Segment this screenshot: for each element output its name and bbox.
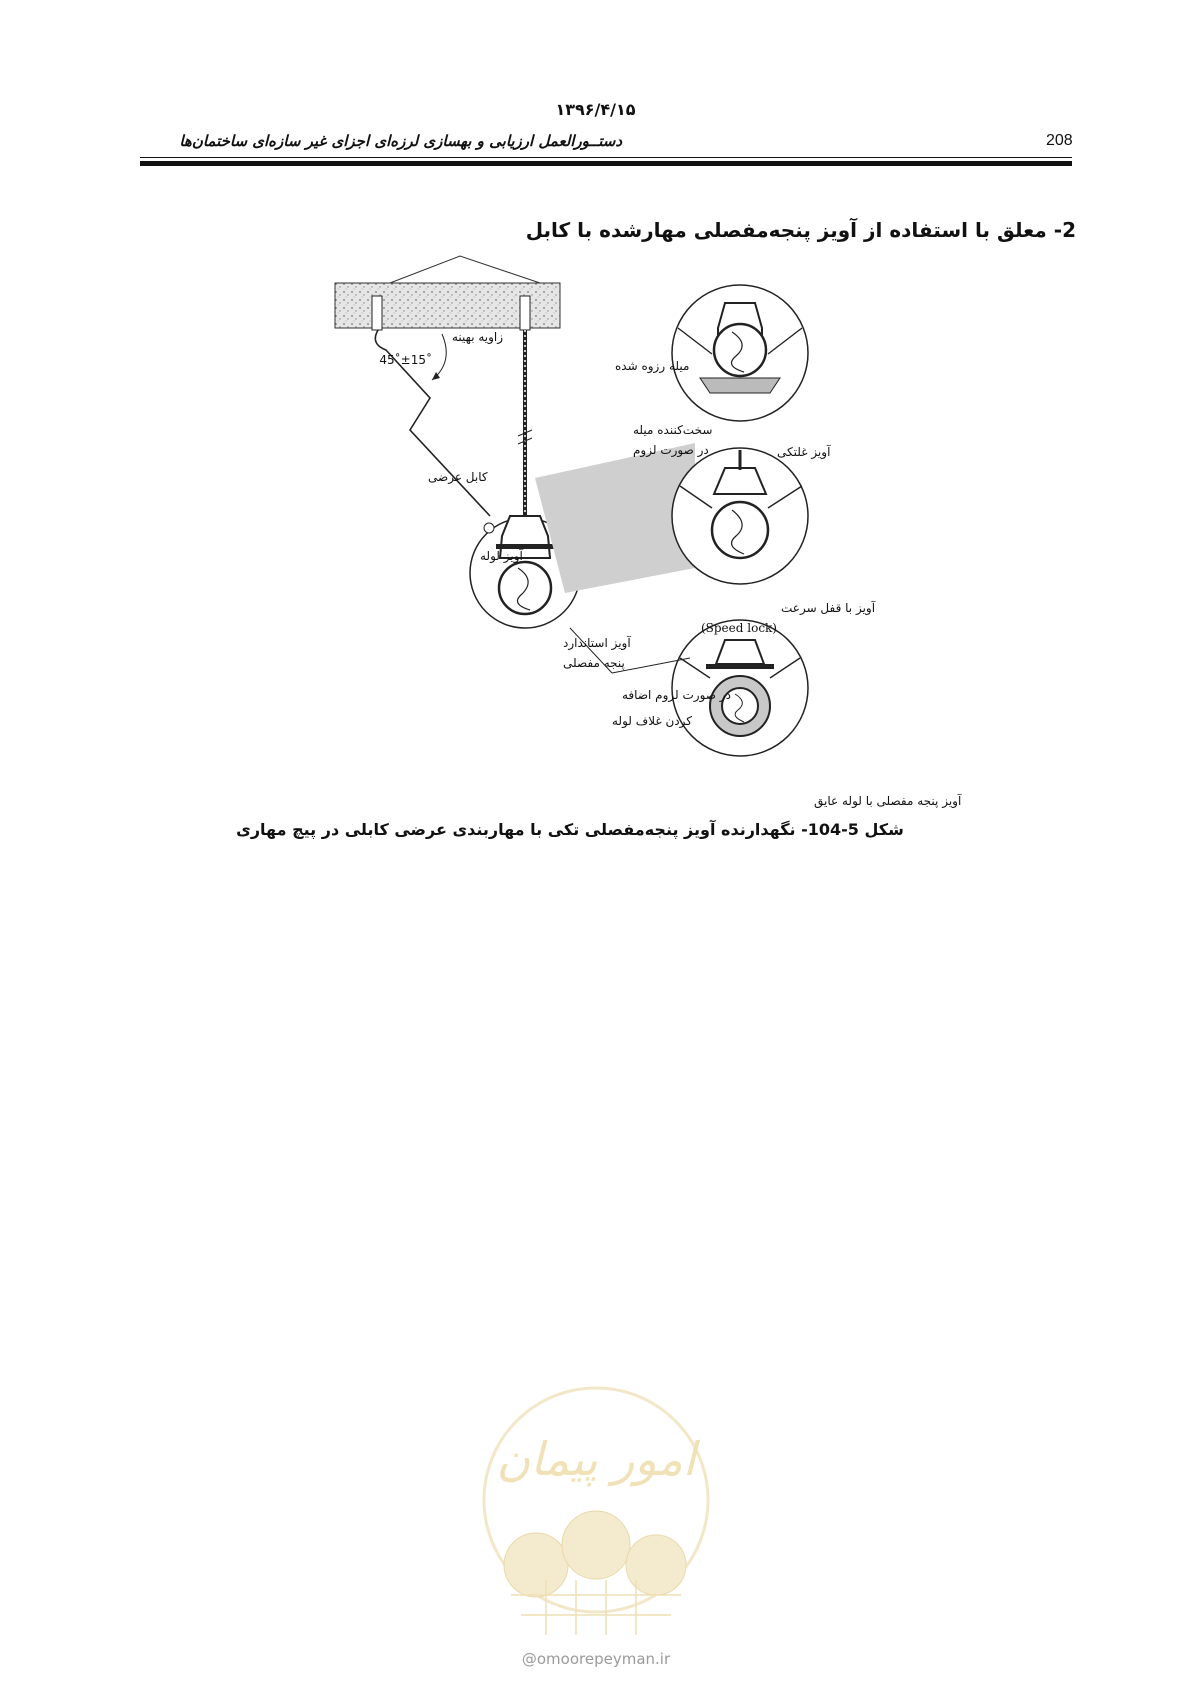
label-add-sleeve-2: کردن غلاف لوله <box>612 714 692 728</box>
label-insulated-hanger: آویز پنجه مفصلی با لوله عایق <box>814 794 962 808</box>
label-angle-value: 45˚±15˚ <box>379 353 432 367</box>
section-heading: 2- معلق با استفاده از آویز پنجه‌مفصلی مهارشده با کابل <box>525 218 1076 242</box>
page-number: 208 <box>1046 132 1073 149</box>
label-rod-stiffener-1: سخت‌کننده میله <box>633 423 713 437</box>
label-lateral-cable: کابل عرضی <box>428 470 488 484</box>
running-title: دستــورالعمل ارزیابی و بهسازی لرزه‌ای اجزای غیر سازه‌ای ساختمان‌ها <box>179 132 622 150</box>
watermark-script: امور پیمان <box>496 1432 696 1486</box>
label-threaded-rod: میله رزوه شده <box>615 359 690 373</box>
cable-anchor <box>372 296 382 330</box>
label-roller-hanger: آویز غلتکی <box>777 445 831 459</box>
label-standard-hanger-2: پنجه مفصلی <box>563 656 625 670</box>
rod-anchor <box>520 296 530 330</box>
label-add-sleeve-1: در صورت لزوم اضافه <box>622 688 731 702</box>
header-rule-thin <box>140 157 1072 158</box>
hanger-figure <box>350 258 962 818</box>
watermark-site: @omoorepeyman.ir <box>521 1650 671 1668</box>
label-pipe-hanger: آویز لوله <box>480 549 523 563</box>
label-rod-stiffener-2: در صورت لزوم <box>633 443 709 457</box>
label-standard-hanger-1: آویز استاندارد <box>563 636 631 650</box>
label-optimal-angle: زاویه بهینه <box>452 330 504 344</box>
figure-caption: شکل 5-104- نگهدارنده آویز پنجه‌مفصلی تکی با مهاربندی عرضی کابلی در پیچ مهاری <box>236 820 904 839</box>
watermark-logo <box>466 1380 726 1650</box>
header-rule-thick <box>140 161 1072 166</box>
header-date: ۱۳۹۶/۴/۱۵ <box>555 100 636 119</box>
label-speed-lock-hanger: آویز با قفل سرعت <box>781 601 876 615</box>
label-speed-lock-en: (Speed lock) <box>700 621 777 635</box>
